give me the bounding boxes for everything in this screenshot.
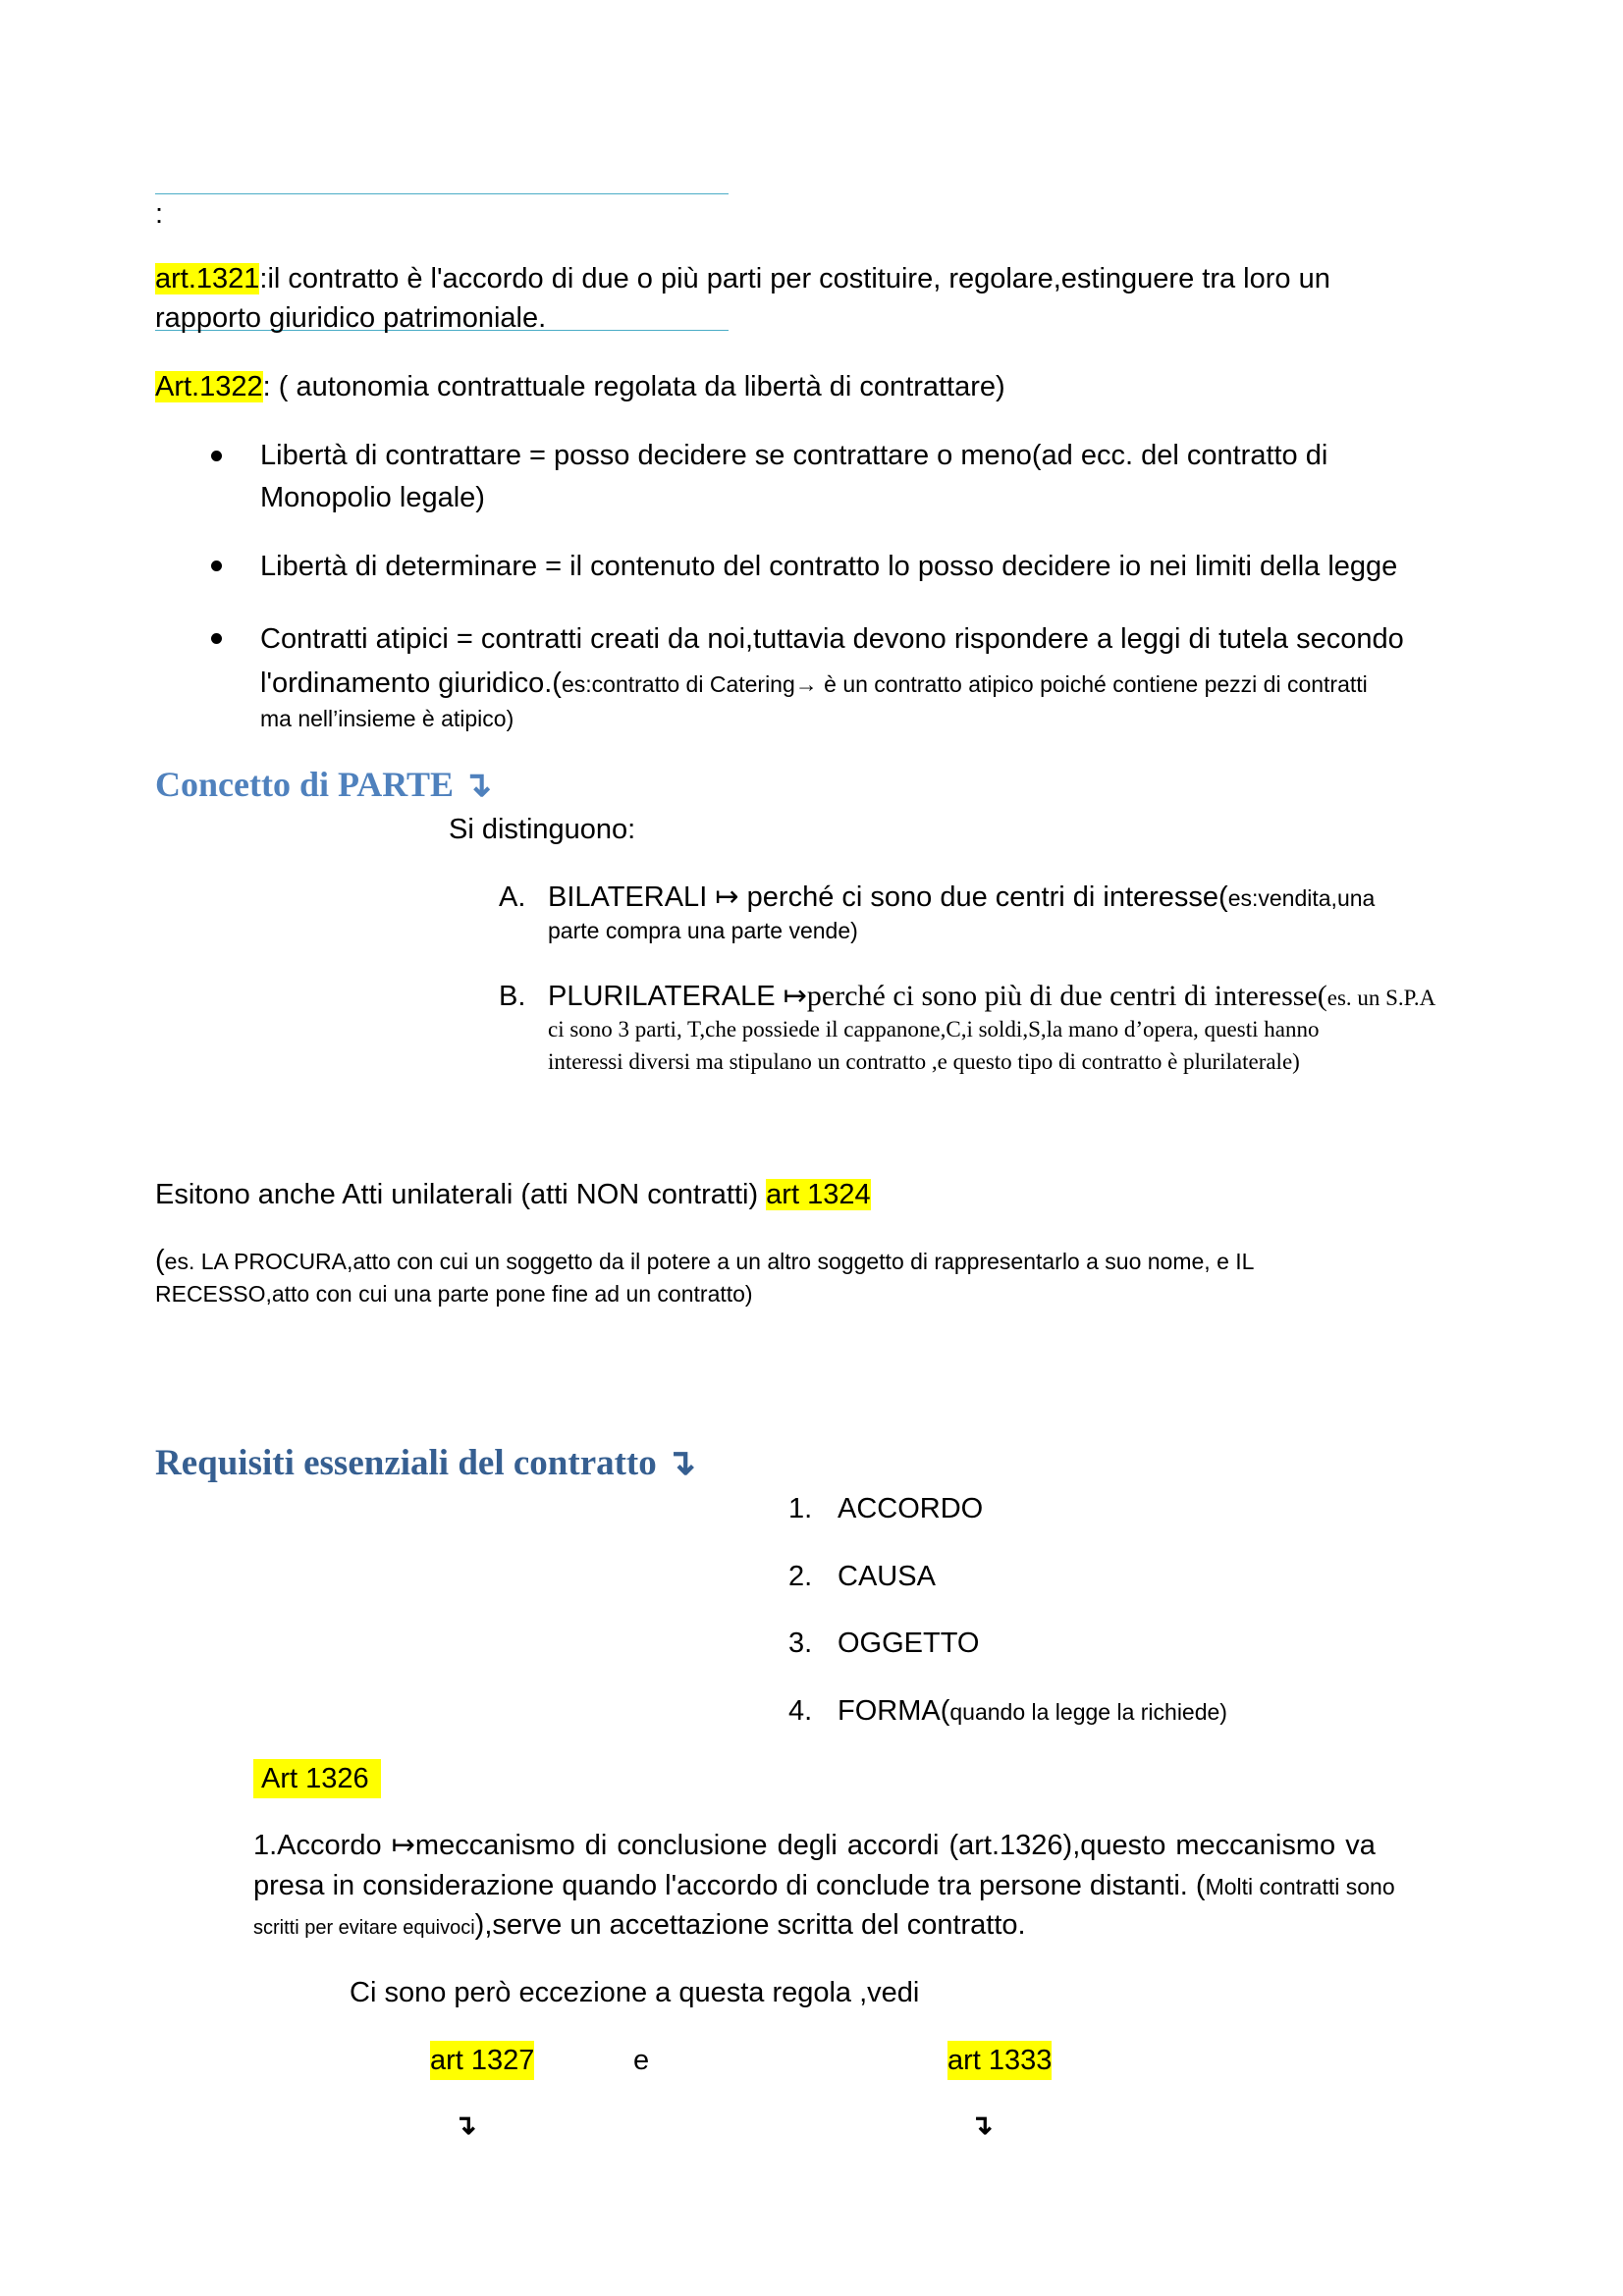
art1326-line2b: Molti contratti sono [1205,1874,1395,1899]
atti-line [155,1175,871,1214]
req-label-3: OGGETTO [838,1628,980,1659]
bullet-1-line2: Monopolio legale) [260,482,485,513]
atti-es-line2: RECESSO,atto con cui una parte pone fine ad un contratto) [155,1281,753,1307]
req-num-4: 4. [788,1695,813,1727]
requisiti-heading: Requisiti essenziali del contratto ↴ [155,1443,697,1483]
art1326-line3b: ),serve un accettazione scritta del contratto. [474,1909,1026,1941]
item-b-line1 [548,977,1435,1018]
req-num-2: 2. [788,1561,813,1592]
item-a-marker: A. [499,881,526,913]
item-a-line1 [548,878,1375,918]
art1322-ref: Art.1322 [155,371,263,402]
bullet-3-line2a: l'ordinamento giuridico.( [260,667,562,699]
item-a-line2: parte compra una parte vende) [548,918,858,943]
and-text: e [633,2045,650,2076]
art1321-line1 [155,259,1330,298]
concetto-heading: Concetto di PARTE ↴ [155,765,493,804]
req-num-3: 3. [788,1628,813,1659]
req-label-4 [838,1691,1227,1732]
atti-es-text1: es. LA PROCURA,atto con cui un soggetto da il potere a un altro soggetto di rappresentarlo a suo nome, e IL [164,1249,1255,1274]
art1326-line2 [253,1866,1395,1906]
art1326-line3a: scritti per evitare equivoci [253,1917,475,1939]
art1326-line3 [253,1905,1026,1948]
ref-art1333: art 1333 [947,2041,1052,2080]
art1322-line [155,367,1005,406]
req-label-1: ACCORDO [838,1493,984,1524]
atti-ref: art 1324 [766,1179,871,1210]
bullet-dot-2 [211,561,222,571]
item-b-line2: ci sono 3 parti, T,che possiede il cappanone,C,i soldi,S,la mano d’opera, questi hanno [548,1017,1320,1041]
arrow-down-icon: ↴ [454,2109,477,2140]
req-label-4-small: quando la legge la richiede) [949,1699,1227,1725]
arrow-down-icon-2: ↴ [970,2109,994,2140]
bullet-3-line1: Contratti atipici = contratti creati da noi,tuttavia devono rispondere a leggi di tutela secondo [260,623,1404,655]
bullet-1-line1: Libertà di contrattare = posso decidere se contrattare o meno(ad ecc. del contratto di [260,440,1328,471]
bullet-3-line2b: es:contratto di Catering→ è un contratto atipico poiché contiene pezzi di contratti [561,671,1368,697]
top-rule [155,193,729,194]
bullet-2-line1: Libertà di determinare = il contenuto del contratto lo posso decidere io nei limiti della legge [260,551,1398,582]
item-a-main: BILATERALI ↦ perché ci sono due centri di interesse( [548,881,1228,913]
req-label-4-main: FORMA( [838,1695,950,1727]
art1321-ref: art.1321 [155,263,260,294]
atti-es-line1 [155,1245,1254,1277]
req-label-2: CAUSA [838,1561,936,1592]
item-b-serif-small: es. un S.P.A [1326,986,1436,1010]
item-b-serif: perché ci sono più di due centri di interesse( [806,980,1327,1012]
item-a-small: es:vendita,una [1227,885,1376,911]
concetto-intro: Si distinguono: [449,814,636,845]
eccezione-text: Ci sono però eccezione a questa regola ,vedi [350,1977,920,2008]
bullet-3-line2 [260,664,1368,704]
colon: : [155,198,164,230]
bullet-3-line3: ma nell’insieme è atipico) [260,706,514,731]
item-b-marker: B. [499,981,526,1012]
item-b-line3: interessi diversi ma stipulano un contratto ,e questo tipo di contratto è plurilaterale) [548,1049,1300,1074]
bullet-dot-3 [211,633,222,644]
art1326-ref [253,1759,381,1798]
art1326-line1: 1.Accordo ↦meccanismo di conclusione degli accordi (art.1326),questo meccanismo va [253,1830,1376,1861]
item-b-main: PLURILATERALE ↦ [548,981,807,1012]
art1321-text: :il contratto è l'accordo di due o più parti per costituire, regolare,estinguere tra loro un [259,263,1330,294]
art1326-line2a: presa in considerazione quando l'accordo di conclude tra persone distanti. ( [253,1870,1206,1901]
art1322-text: : ( autonomia contrattuale regolata da libertà di contrattare) [262,371,1005,402]
atti-text: Esitono anche Atti unilaterali (atti NON contratti) [155,1179,767,1210]
atti-es-open: ( [155,1245,165,1276]
ref-art1327: art 1327 [430,2041,534,2080]
art1326-ref-text: Art 1326 [261,1763,369,1794]
bullet-dot-1 [211,451,222,461]
art1321-line2: rapporto giuridico patrimoniale. [155,302,547,334]
req-num-1: 1. [788,1493,813,1524]
